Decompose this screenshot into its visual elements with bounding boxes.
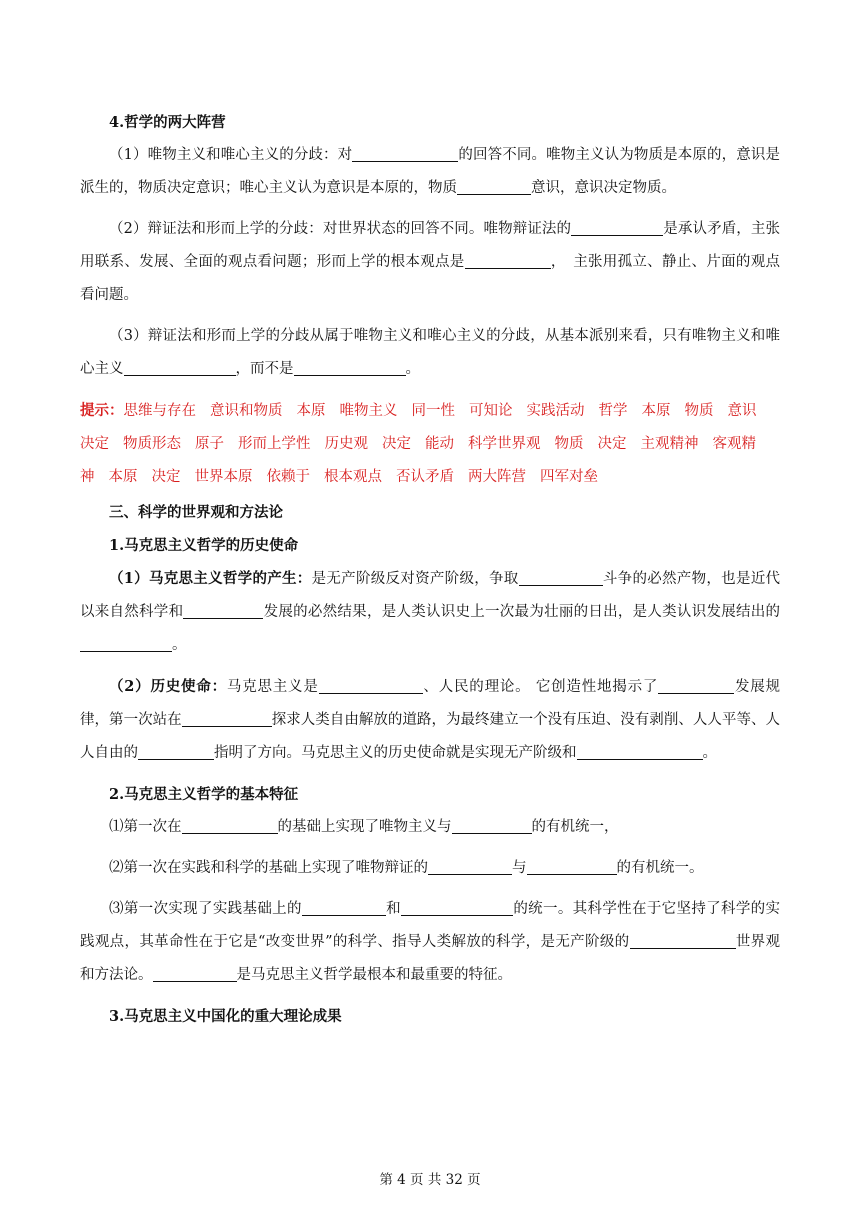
text: ⑴第一次在 xyxy=(109,819,182,835)
text: （2）辩证法和形而上学的分歧：对世界状态的回答不同。唯物辩证法的 xyxy=(109,221,572,237)
hint-word: 历史观 xyxy=(324,436,368,452)
hint-word: 决定 xyxy=(151,469,181,485)
fill-blank[interactable] xyxy=(153,966,237,982)
subsection-heading-3: 3.马克思主义中国化的重大理论成果 xyxy=(109,1008,342,1025)
fill-blank[interactable] xyxy=(658,678,734,694)
hint-word: 否认矛盾 xyxy=(396,469,454,485)
text: 、人民的理论。 它创造性地揭示了 xyxy=(422,679,659,695)
text: 的有机统一。 xyxy=(616,860,704,876)
text: 马克思主义是 xyxy=(226,679,319,695)
hint-word: 意识 xyxy=(727,403,757,419)
text: 的统一。其科学性在于它坚持了科学的实践观点，其革命性在于它是“改变世界”的科学、指导人类解放的科学，是无产阶级的 xyxy=(80,901,781,950)
text: 的回答不同。唯物主义认为物质是本原的，意识是派生的，物质决定意识；唯心主义认为意识是本原的，物质 xyxy=(80,147,780,196)
hint-word: 实践活动 xyxy=(526,403,585,419)
paragraph-materialism-idealism xyxy=(80,139,780,205)
subsection-heading-2: 2.马克思主义哲学的基本特征 xyxy=(109,786,299,803)
hint-word: 依赖于 xyxy=(266,469,310,485)
page-content xyxy=(80,106,780,1033)
hint-word: 思维与存在 xyxy=(123,403,196,419)
fill-blank[interactable] xyxy=(428,859,512,875)
hint-word: 决定 xyxy=(382,436,411,452)
hint-word: 客观精神 xyxy=(80,436,756,485)
fill-blank[interactable] xyxy=(294,360,406,376)
hint-word: 主观精神 xyxy=(640,436,699,452)
fill-blank[interactable] xyxy=(302,900,386,916)
text: ⑵第一次在实践和科学的基础上实现了唯物辩证的 xyxy=(109,860,428,876)
fill-blank[interactable] xyxy=(571,220,663,236)
section-heading-3: 三、科学的世界观和方法论 xyxy=(109,504,283,521)
fill-blank[interactable] xyxy=(124,360,236,376)
paragraph-basic-schools xyxy=(80,320,780,386)
hint-word: 根本观点 xyxy=(324,469,382,485)
text: 。 xyxy=(405,361,420,377)
paragraph-feature-1 xyxy=(80,811,780,844)
text: （3）辩证法和形而上学的分歧从属于唯物主义和唯心主义的分歧，从基本派别来看，只有唯物主义和唯心主义 xyxy=(80,328,780,377)
text: 发展的必然结果，是人类认识史上一次最为壮丽的日出，是人类认识发展结出的 xyxy=(263,604,781,620)
hint-label: 提示： xyxy=(80,402,124,419)
page-footer: 第 4 页 共 32 页 xyxy=(379,1172,481,1188)
fill-blank[interactable] xyxy=(319,678,423,694)
hint-word: 原子 xyxy=(195,436,224,452)
hint-word: 物质 xyxy=(554,436,584,452)
fill-blank[interactable] xyxy=(352,146,458,162)
hint-word: 物质形态 xyxy=(123,436,181,452)
fill-blank[interactable] xyxy=(457,179,531,195)
fill-blank[interactable] xyxy=(182,818,278,834)
paragraph-feature-3 xyxy=(80,893,780,992)
text: 发展规律，第一次站在 xyxy=(80,679,781,728)
fill-blank[interactable] xyxy=(630,933,736,949)
fill-blank[interactable] xyxy=(452,818,532,834)
hint-word: 决定 xyxy=(80,436,109,452)
hint-word: 本原 xyxy=(296,403,326,419)
text: （1）唯物主义和唯心主义的分歧：对 xyxy=(109,147,353,163)
fill-blank[interactable] xyxy=(527,859,617,875)
subsection-heading-1: 1.马克思主义哲学的历史使命 xyxy=(109,537,299,554)
text: 是马克思主义哲学最根本和最重要的特征。 xyxy=(236,967,512,983)
fill-blank[interactable] xyxy=(182,711,272,727)
text: 。 xyxy=(172,637,187,653)
hint-word: 两大阵营 xyxy=(468,469,526,485)
text: 指明了方向。马克思主义的历史使命就是实现无产阶级和 xyxy=(214,745,577,761)
hint-word: 物质 xyxy=(684,403,714,419)
text: ，而不是 xyxy=(235,361,294,377)
fill-blank[interactable] xyxy=(519,570,603,586)
fill-blank[interactable] xyxy=(138,744,214,760)
fill-blank[interactable] xyxy=(80,636,172,652)
text: 世界观和方法论。 xyxy=(80,934,781,983)
paragraph-label: （1）马克思主义哲学的产生： xyxy=(109,570,312,587)
text: 。 xyxy=(702,745,717,761)
hint-word: 世界本原 xyxy=(194,469,253,485)
text: 与 xyxy=(512,860,527,876)
fill-blank[interactable] xyxy=(465,253,551,269)
hint-words xyxy=(80,403,771,485)
paragraph-origin xyxy=(80,562,780,662)
text: 的有机统一， xyxy=(531,819,619,835)
hint-word: 本原 xyxy=(641,403,671,419)
hint-word: 意识和物质 xyxy=(210,403,283,419)
hint-word: 可知论 xyxy=(469,403,513,419)
fill-blank[interactable] xyxy=(183,603,263,619)
hint-word: 唯物主义 xyxy=(339,403,398,419)
text: 的基础上实现了唯物主义与 xyxy=(277,819,452,835)
hint-word: 同一性 xyxy=(411,403,455,419)
hint-word-bank xyxy=(80,394,780,494)
hint-word: 本原 xyxy=(108,469,138,485)
text: ， 主张用孤立、静止、片面的观点看问题。 xyxy=(80,254,781,303)
hint-word: 科学世界观 xyxy=(468,436,541,452)
text: 和 xyxy=(385,901,402,917)
text: ⑶第一次实现了实践基础上的 xyxy=(109,901,302,917)
fill-blank[interactable] xyxy=(401,900,513,916)
section-heading-4: 4.哲学的两大阵营 xyxy=(109,114,226,131)
paragraph-feature-2 xyxy=(80,852,780,885)
paragraph-dialectics-metaphysics xyxy=(80,213,780,312)
fill-blank[interactable] xyxy=(577,744,703,760)
text: 是承认矛盾，主张用联系、发展、全面的观点看问题；形而上学的根本观点是 xyxy=(80,221,780,270)
text: 探求人类自由解放的道路，为最终建立一个没有压迫、没有剥削、人人平等、人人自由的 xyxy=(80,712,781,761)
hint-word: 形而上学性 xyxy=(238,436,311,452)
hint-word: 哲学 xyxy=(598,403,628,419)
paragraph-label: （2）历史使命： xyxy=(109,678,227,695)
paragraph-mission xyxy=(80,670,780,770)
text: 是无产阶级反对资产阶级，争取 xyxy=(311,571,519,587)
text: 意识，意识决定物质。 xyxy=(531,180,676,196)
hint-word: 决定 xyxy=(597,436,627,452)
text: 斗争的必然产物，也是近代以来自然科学和 xyxy=(80,571,781,620)
hint-word: 四军对垒 xyxy=(540,469,598,485)
hint-word: 能动 xyxy=(425,436,454,452)
